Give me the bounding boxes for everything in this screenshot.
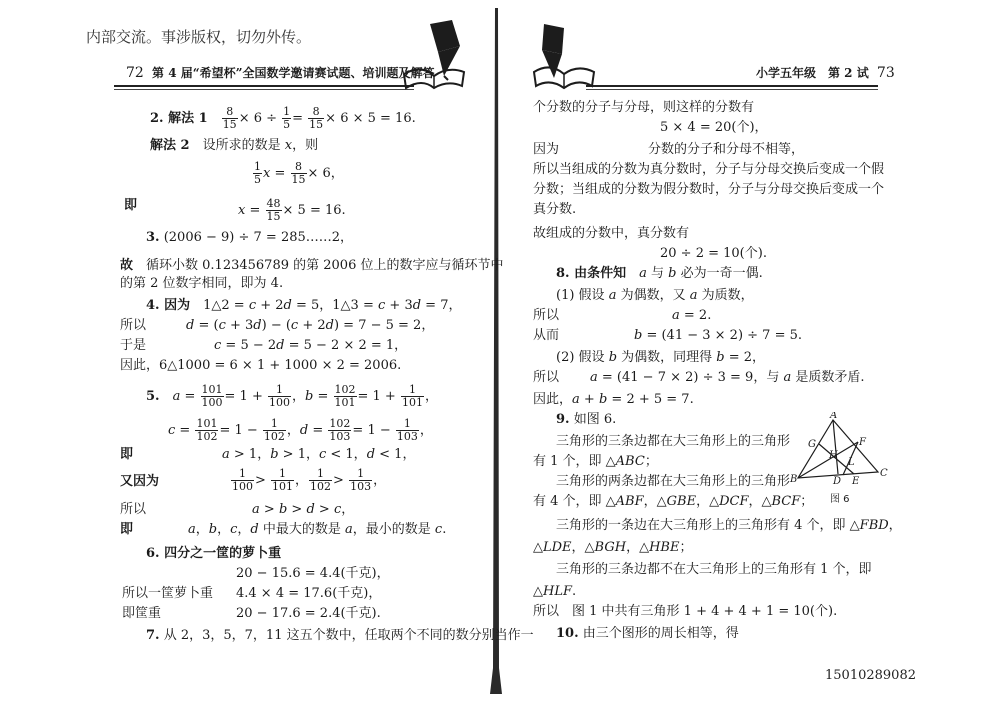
figure-label-c: C <box>880 468 888 479</box>
right-header-rule-thin <box>586 89 878 90</box>
right-page-text-line: 从而 <box>533 328 560 343</box>
left-page-header <box>122 64 435 81</box>
left-header-rule <box>114 85 414 87</box>
figure-label-f: F <box>859 437 866 448</box>
left-page-text-line: 解法 2 设所求的数是 x，则 <box>150 138 319 153</box>
right-page-text-line: 有 4 个，即 △ABF，△GBE，△DCF，△BCF； <box>533 494 814 509</box>
phone-number: 15010289082 <box>825 668 916 683</box>
right-page-text-line: 所以 图 1 中共有三角形 1 + 4 + 4 + 1 = 10(个). <box>533 604 838 619</box>
right-page-header <box>756 64 899 81</box>
figure-6-triangle-diagram <box>790 412 890 506</box>
figure-6-caption: 图 6 <box>830 494 850 505</box>
pen-and-book-icon <box>400 18 468 96</box>
left-page-text-line: 即 <box>124 198 138 213</box>
left-header-title: 第 4 届“希望杯”全国数学邀请赛试题、培训题及解答 <box>152 66 435 80</box>
left-page-text-line: 即 <box>120 522 134 537</box>
left-page-text-line: c = 5 − 2d = 5 − 2 × 2 = 1， <box>214 338 408 353</box>
right-page-text-line: 因此，a + b = 2 + 5 = 7. <box>533 392 694 407</box>
right-page-text-line: 分数；当组成的分数为假分数时，分子与分母交换后变成一个 <box>533 182 885 197</box>
right-page-text-line: 有 1 个，即 △ABC； <box>533 454 658 469</box>
right-header-rule <box>586 85 878 87</box>
pen-and-book-icon <box>530 20 598 94</box>
left-page-text-line: 又因为 <box>120 474 160 489</box>
watermark-text: 内部交流。事涉版权，切勿外传。 <box>86 28 312 46</box>
left-header-rule-thin <box>114 89 414 90</box>
right-page-text-line: 三角形的三条边都不在大三角形上的三角形有 1 个，即 <box>556 562 872 577</box>
right-page-text-line: 所以当组成的分数为真分数时，分子与分母交换后变成一个假 <box>533 162 885 177</box>
right-page-text-line: 三角形的三条边都在大三角形上的三角形 <box>556 434 791 449</box>
figure-label-d: D <box>833 476 842 487</box>
right-page-text-line: 20 ÷ 2 = 10(个). <box>660 246 767 261</box>
right-page-text-line: (2) 假设 b 为偶数，同理得 b = 2， <box>556 350 766 365</box>
right-page-text-line: 所以 <box>533 370 560 385</box>
figure-label-b: B <box>790 474 798 485</box>
left-page-text-line: 4.4 × 4 = 17.6(千克)， <box>236 586 382 601</box>
left-page-text-line: a，b，c，d 中最大的数是 a，最小的数是 c. <box>188 522 447 537</box>
left-page-text-line: 即筐重 <box>122 606 162 621</box>
left-page-text-line: 2. 解法 1 $\frac{8}{15}$ × 6 ÷ $\frac{1}{5}$ = $\frac{8}{15}$ × 6 × 5 = 16. <box>150 105 416 131</box>
right-page-text-line: a = 2. <box>672 308 712 323</box>
left-page-text-line: 所以一筐萝卜重 <box>122 586 214 601</box>
right-page-text-line: a = (41 − 7 × 2) ÷ 3 = 9，与 a 是质数矛盾. <box>590 370 865 385</box>
right-page-text-line: 三角形的两条边都在大三角形上的三角形 <box>556 474 791 489</box>
left-page-text-line: 7. 从 2，3，5，7，11 这五个数中，任取两个不同的数分别当作一 <box>146 628 534 643</box>
right-page-text-line: △LDE，△BGH，△HBE； <box>533 540 693 555</box>
right-page-number: 73 <box>876 65 895 81</box>
figure-label-l: L <box>848 457 855 468</box>
right-header-section: 小学五年级 第 2 试 <box>756 66 869 80</box>
left-page-text-line: 5. a = $\frac{101}{100}$ = 1 + $\frac{1}{100}$ ，b = $\frac{102}{101}$ = 1 + $\frac{1}{101}$ ， <box>146 383 438 409</box>
right-page-text-line: 8. 由条件知 a 与 b 必为一奇一偶. <box>556 266 763 281</box>
left-page-text-line: $\frac{1}{5}$ x = $\frac{8}{15}$ × 6， <box>254 160 344 186</box>
right-page-text-line: 三角形的一条边在大三角形上的三角形有 4 个，即 △FBD， <box>556 518 902 533</box>
figure-label-g: G <box>808 439 816 450</box>
figure-label-e: E <box>852 476 860 487</box>
left-page-text-line: 所以 <box>120 318 147 333</box>
right-page-text-line: 故组成的分数中，真分数有 <box>533 226 690 241</box>
right-page-text-line: 分数的分子和分母不相等， <box>648 142 805 157</box>
right-page-text-line: 真分数. <box>533 202 577 217</box>
left-page-text-line: 的第 2 位数字相同，即为 4. <box>120 276 284 291</box>
left-page-text-line: d = (c + 3d) − (c + 2d) = 7 − 5 = 2， <box>186 318 435 333</box>
right-page-text-line: 5 × 4 = 20(个)， <box>660 120 768 135</box>
right-page-text-line: 所以 <box>533 308 560 323</box>
left-page-text-line: $\frac{1}{100}$ > $\frac{1}{101}$ ， $\frac{1}{102}$ > $\frac{1}{103}$ ， <box>232 467 387 493</box>
figure-label-a: A <box>830 412 838 421</box>
book-spine <box>489 8 503 694</box>
left-page-text-line: 3. (2006 − 9) ÷ 7 = 285……2， <box>146 230 354 245</box>
left-page-text-line: 20 − 17.6 = 2.4(千克). <box>236 606 381 621</box>
left-page-text-line: 20 − 15.6 = 4.4(千克)， <box>236 566 390 581</box>
left-page-text-line: x = $\frac{48}{15}$ × 5 = 16. <box>238 197 346 223</box>
right-page-text-line: 因为 <box>533 142 560 157</box>
left-page-text-line: 即 <box>120 447 134 462</box>
left-page-text-line: 4. 因为 1△2 = c + 2d = 5，1△3 = c + 3d = 7， <box>146 298 462 313</box>
left-page-text-line: 于是 <box>120 338 147 353</box>
right-page-text-line: 9. 如图 6. <box>556 412 617 427</box>
right-page-text-line: △HLF. <box>533 584 577 599</box>
right-page-text-line: b = (41 − 3 × 2) ÷ 7 = 5. <box>634 328 803 343</box>
figure-label-h: H <box>829 450 838 461</box>
left-page-text-line: a > 1，b > 1，c < 1，d < 1， <box>222 447 416 462</box>
left-page-text-line: 故 循环小数 0.123456789 的第 2006 位上的数字应与循环节中 <box>120 258 504 273</box>
right-page-text-line: (1) 假设 a 为偶数，又 a 为质数， <box>556 288 754 303</box>
left-page-text-line: a > b > d > c， <box>252 502 355 517</box>
left-page-text-line: c = $\frac{101}{102}$ = 1 − $\frac{1}{102}$ ，d = $\frac{102}{103}$ = 1 − $\frac{1}{103}$ ， <box>168 417 433 443</box>
right-page-text-line: 个分数的分子与分母，则这样的分数有 <box>533 100 755 115</box>
right-page-text-line: 10. 由三个图形的周长相等，得 <box>556 626 739 641</box>
left-page-number: 72 <box>126 65 144 81</box>
left-page-text-line: 6. 四分之一筐的萝卜重 <box>146 546 282 561</box>
left-page-text-line: 所以 <box>120 502 147 517</box>
left-page-text-line: 因此，6△1000 = 6 × 1 + 1000 × 2 = 2006. <box>120 358 402 373</box>
